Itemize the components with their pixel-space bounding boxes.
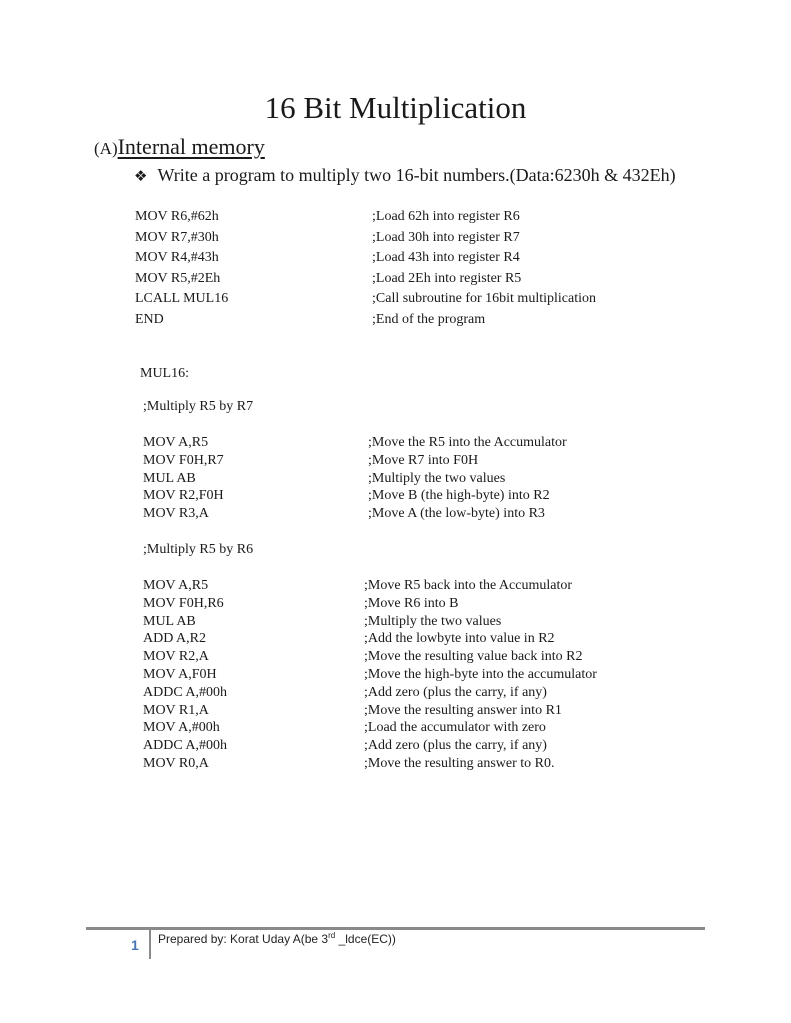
- block2-instructions: [143, 577, 227, 773]
- diamond-bullet-icon: ❖: [134, 167, 148, 185]
- block2-comments: [364, 577, 597, 773]
- code-comment: ;Add zero (plus the carry, if any): [364, 738, 547, 754]
- block1-comments: [368, 434, 567, 523]
- task-text: Write a program to multiply two 16-bit numbers.(Data:6230h & 432Eh): [157, 165, 676, 185]
- code-instruction: ADDC A,#00h: [143, 738, 228, 754]
- code-instruction: MOV A,F0H: [143, 666, 217, 682]
- code-instruction: MOV R4,#43h: [135, 250, 219, 265]
- footer-prepared-by: [158, 931, 396, 946]
- code-instruction: END: [135, 311, 164, 327]
- code-instruction: MOV F0H,R6: [143, 595, 224, 611]
- code-instruction: MOV R6,#62h: [135, 209, 219, 224]
- footer-divider: [86, 927, 705, 930]
- code-instruction: MOV R0,A: [143, 755, 209, 771]
- code-instruction: MOV R2,A: [143, 649, 209, 665]
- subroutine-label: MUL16:: [140, 366, 189, 381]
- code-comment: ;Load the accumulator with zero: [364, 720, 546, 736]
- section-title: Internal memory: [117, 134, 265, 159]
- code-comment: ;Multiply the two values: [368, 470, 506, 486]
- code-comment: ;Move the high-byte into the accumulator: [364, 666, 597, 682]
- code-instruction: ADD A,R2: [143, 631, 207, 647]
- code-comment: ;Load 30h into register R7: [372, 229, 520, 245]
- code-comment: ;Move the resulting answer into R1: [364, 702, 562, 718]
- code-instruction: MOV R3,A: [143, 506, 209, 522]
- main-program-comments: [372, 207, 596, 330]
- code-instruction: MUL AB: [143, 613, 196, 629]
- code-comment: ;End of the program: [372, 311, 486, 327]
- prepared-suffix: _ldce(EC)): [335, 932, 396, 946]
- prepared-prefix: Prepared by: Korat Uday A(be 3: [158, 932, 329, 946]
- code-comment: ;Move A (the low-byte) into R3: [368, 506, 545, 522]
- block2-heading: ;Multiply R5 by R6: [143, 542, 254, 557]
- code-comment: ;Load 62h into register R6: [372, 209, 520, 224]
- code-instruction: LCALL MUL16: [135, 291, 229, 306]
- footer-vertical-divider: [149, 927, 151, 959]
- code-comment: ;Move R7 into F0H: [368, 452, 479, 468]
- code-comment: ;Multiply the two values: [364, 613, 502, 629]
- code-comment: ;Move the resulting value back into R2: [364, 649, 583, 665]
- code-instruction: MOV A,R5: [143, 578, 209, 593]
- code-instruction: MUL AB: [143, 470, 196, 486]
- code-comment: ;Load 43h into register R4: [372, 250, 520, 265]
- block1-instructions: [143, 434, 224, 523]
- prepared-superscript: rd: [328, 931, 336, 940]
- code-instruction: MOV A,R5: [143, 435, 209, 450]
- task-item: [134, 165, 676, 186]
- code-comment: ;Move R5 back into the Accumulator: [364, 578, 573, 593]
- code-instruction: ADDC A,#00h: [143, 684, 228, 700]
- code-instruction: MOV A,#00h: [143, 720, 220, 736]
- section-heading: [94, 134, 265, 160]
- code-comment: ;Call subroutine for 16bit multiplication: [372, 291, 596, 306]
- code-instruction: MOV R1,A: [143, 702, 209, 718]
- code-instruction: MOV R5,#2Eh: [135, 270, 221, 286]
- code-comment: ;Add zero (plus the carry, if any): [364, 684, 547, 700]
- code-instruction: MOV F0H,R7: [143, 452, 224, 468]
- code-comment: ;Move the R5 into the Accumulator: [368, 435, 567, 450]
- code-comment: ;Move the resulting answer to R0.: [364, 755, 555, 771]
- block1-heading: ;Multiply R5 by R7: [143, 399, 254, 414]
- section-prefix: (A): [94, 139, 118, 158]
- code-instruction: MOV R2,F0H: [143, 488, 224, 504]
- code-instruction: MOV R7,#30h: [135, 229, 219, 245]
- code-comment: ;Move R6 into B: [364, 595, 459, 611]
- page-number: 1: [131, 937, 139, 953]
- code-comment: ;Move B (the high-byte) into R2: [368, 488, 550, 504]
- page-title: 16 Bit Multiplication: [264, 90, 527, 125]
- code-comment: ;Load 2Eh into register R5: [372, 270, 522, 286]
- main-program-instructions: [135, 207, 228, 330]
- code-comment: ;Add the lowbyte into value in R2: [364, 631, 555, 647]
